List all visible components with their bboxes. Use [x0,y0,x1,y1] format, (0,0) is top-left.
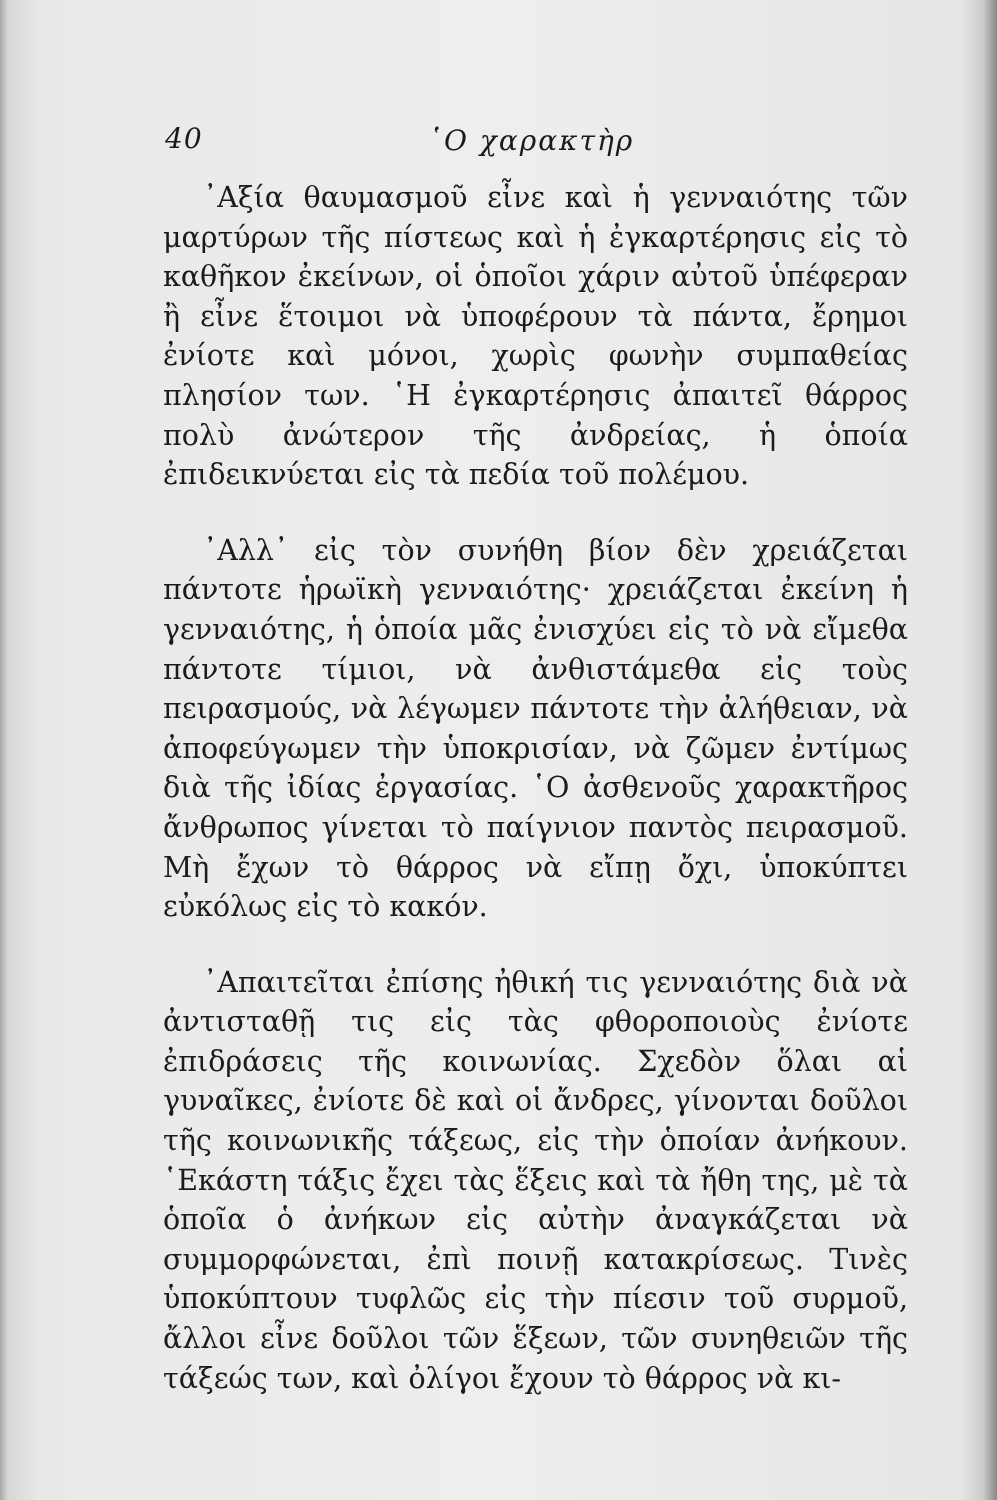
page-left-shadow [0,0,8,1500]
body-text [163,178,908,1398]
page-number: 40 [165,122,203,155]
paragraph-1: ᾿Αξία θαυμασμοῦ εἶνε καὶ ἡ γενναιότης τῶν μαρτύρων τῆς πίστεως καὶ ἡ ἐγκαρτέρησις εἰς τὸ καθῆκον ἐκείνων, οἱ ὁποῖοι χάριν αὐτοῦ ὑπέφεραν ἢ εἶνε ἕτοιμοι νὰ ὑποφέρουν τὰ πάντα, ἔρημοι ἐνίοτε καὶ μόνοι, χωρὶς φωνὴν συμπαθείας πλησίον των. ῾Η ἐγκαρτέρησις ἀπαιτεῖ θάρρος πολὺ ἀνώτερον τῆς ἀνδρείας, ἡ ὁποία ἐπιδεικνύεται εἰς τὰ πεδία τοῦ πολέμου. [163,181,908,492]
paragraph-3: ᾿Απαιτεῖται ἐπίσης ἠθική τις γενναιότης διὰ νὰ ἀντισταθῇ τις εἰς τὰς φθοροποιοὺς ἐνίοτε ἐπιδράσεις τῆς κοινωνίας. Σχεδὸν ὅλαι αἱ γυναῖκες, ἐνίοτε δὲ καὶ οἱ ἄνδρες, γίνονται δοῦλοι τῆς κοινωνικῆς τάξεως, εἰς τὴν ὁποίαν ἀνήκουν. ῾Εκάστη τάξις ἔχει τὰς ἕξεις καὶ τὰ ἤθη της, μὲ τὰ ὁποῖα ὁ ἀνήκων εἰς αὐτὴν ἀναγκάζεται νὰ συμμορφώνεται, ἐπὶ ποινῇ κατακρίσεως. Τινὲς ὑποκύπτουν τυφλῶς εἰς τὴν πίεσιν τοῦ συρμοῦ, ἄλλοι εἶνε δοῦλοι τῶν ἕξεων, τῶν συνηθειῶν τῆς τάξεώς των, καὶ ὀλίγοι ἔχουν τὸ θάρρος νὰ κι- [163,965,908,1395]
paragraph-2: ᾿Αλλ᾿ εἰς τὸν συνήθη βίον δὲν χρειάζεται πάντοτε ἡρωϊκὴ γενναιότης· χρειάζεται ἐκείνη ἡ γενναιότης, ἡ ὁποία μᾶς ἐνισχύει εἰς τὸ νὰ εἴμεθα πάντοτε τίμιοι, νὰ ἀνθιστάμεθα εἰς τοὺς πειρασμούς, νὰ λέγωμεν πάντοτε τὴν ἀλήθειαν, νὰ ἀποφεύγωμεν τὴν ὑποκρισίαν, νὰ ζῶμεν ἐντίμως διὰ τῆς ἰδίας ἐργασίας. ῾Ο ἀσθενοῦς χαρακτῆρος ἄνθρωπος γίνεται τὸ παίγνιον παντὸς πειρασμοῦ. Μὴ ἔχων τὸ θάρρος νὰ εἴπῃ ὄχι, ὑποκύπτει εὐκόλως εἰς τὸ κακόν. [163,533,908,924]
page-right-shadow [983,0,997,1500]
running-head: ῾Ο χαρακτὴρ [428,124,635,157]
